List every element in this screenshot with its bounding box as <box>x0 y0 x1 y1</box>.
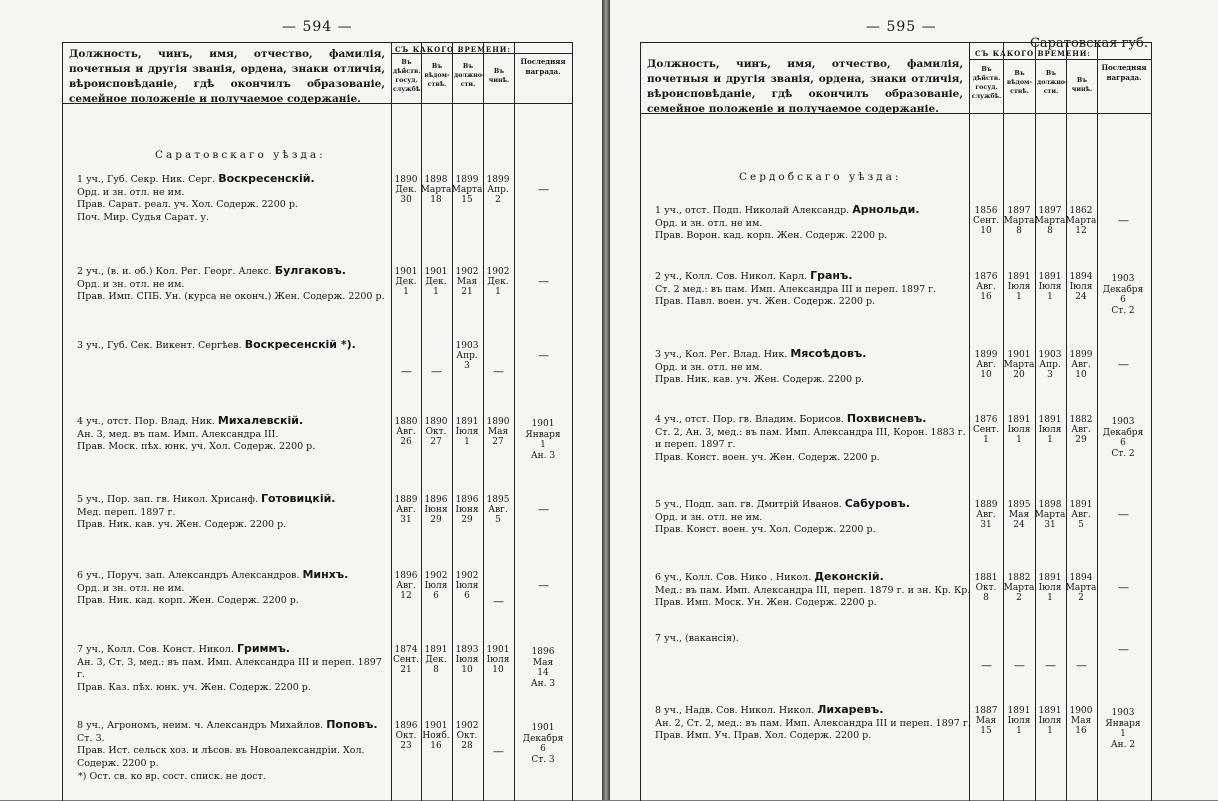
entry-detail-line: Прав. Павл. воен. уч. Жен. Содерж. 2200 р. <box>655 296 876 307</box>
award-dash: — <box>1118 214 1129 227</box>
entry-position: 4 уч., отст. Пор. Влад. Ник. <box>77 416 215 427</box>
entry-surname: Воскресенскій. <box>218 172 315 185</box>
entry-position: 5 уч., Пор. зап. гв. Никол. Хрисанф. <box>77 494 258 505</box>
header-col-department: Въ вѣдом-ствѣ. <box>1006 70 1033 95</box>
entry-title-line <box>77 643 389 657</box>
date-cell: 1891 Іюля 1 <box>1007 272 1031 302</box>
date-cell: 1896 Авг. 12 <box>394 571 418 601</box>
header-description: Должность, чинъ, имя, отчество, фамилія, почетныя и другія званія, ордена, знаки отличія, вѣроисповѣданіе, гдѣ окончилъ образованіе, семейное положеніе и получаемое содержаніе. <box>647 58 963 115</box>
entry-text <box>77 719 389 770</box>
entry-detail-line: Прав. Ист. сельск хоз. и лѣсов. въ Новоалександріи. Хол. Содерж. 2200 р. <box>77 745 365 769</box>
entry-text <box>77 265 389 304</box>
entry-detail-line: Мед.: въ пам. Имп. Александра III, переп. 1879 г. и зн. Кр. Кр. <box>655 584 971 596</box>
entry-surname: Мясоѣдовъ. <box>790 347 867 360</box>
entry-detail-line: Прав. Имп. Уч. Прав. Хол. Содерж. 2200 р. <box>655 730 872 741</box>
award-cell: 1903 Декабря 6 Ст. 2 <box>1102 274 1144 316</box>
date-cell: 1891 Дек. 8 <box>424 645 448 675</box>
date-dash: — <box>1076 659 1087 672</box>
entry-title-line <box>77 415 389 429</box>
entry-detail-line: Орд. и зн. отл. не им. <box>77 582 185 594</box>
header-since: СЪ КАКОГО ВРЕМЕНИ: <box>974 49 1092 58</box>
entry-detail-line: Прав. Конст. воен. уч. Хол. Содерж. 2200 р. <box>655 524 876 535</box>
date-cell: 1889 Авг. 31 <box>974 500 998 530</box>
entry-detail-line: Ан. 2, Ст. 2, мед.: въ пам. Имп. Александра III и переп. 1897 г. <box>655 717 971 729</box>
entry-surname: Готовицкій. <box>261 492 336 505</box>
award-cell: 1903 Декабря 6 Ст. 2 <box>1102 417 1144 459</box>
date-cell: 1890 Окт. 27 <box>424 417 448 447</box>
entry-title-line <box>655 633 975 646</box>
entry-title-line <box>655 204 975 218</box>
date-cell: 1898 Марта 31 <box>1034 500 1066 530</box>
date-cell: 1901 Дек. 1 <box>394 267 418 297</box>
entry-detail-line: Ан. 3, мед. въ пам. Имп. Александра III. <box>77 428 279 440</box>
date-dash: — <box>493 365 504 378</box>
entry-position: 8 уч., Надв. Сов. Никол. Никол. <box>655 705 815 716</box>
date-cell: 1887 Мая 15 <box>974 706 998 736</box>
entry-text <box>655 204 975 243</box>
date-cell: 1899 Апр. 2 <box>486 175 510 205</box>
entry-text <box>655 270 975 309</box>
entry-position: 2 уч., (в. и. об.) Кол. Рег. Георг. Алекс. <box>77 266 272 277</box>
entry-detail-line: Ст. 2, Ан. 3, мед.: въ пам. Имп. Александра III, Корон. 1883 г. и переп. 1897 г. <box>655 426 966 450</box>
entry-text <box>77 643 389 694</box>
book-gutter <box>602 0 610 800</box>
header-col-rank: Въ чинѣ. <box>488 68 510 84</box>
award-dash: — <box>538 503 549 516</box>
award-dash: — <box>538 183 549 196</box>
entry-surname: Деконскій. <box>814 570 884 583</box>
footnote: *) Ост. св. ко вр. сост. списк. не дост. <box>78 771 266 782</box>
header-col-service: Въ дѣйств. госуд. службѣ. <box>393 59 423 93</box>
entry-surname: Лихаревъ. <box>817 703 884 716</box>
date-cell: 1895 Мая 24 <box>1007 500 1031 530</box>
header-col-position: Въ должно-сти. <box>454 63 485 88</box>
date-cell: 1901 Дек. 1 <box>424 267 448 297</box>
date-cell: 1891 Іюля 1 <box>1038 272 1062 302</box>
date-dash: — <box>981 659 992 672</box>
entry-position: 3 уч., Кол. Рег. Влад. Ник. <box>655 349 788 360</box>
date-cell: 1903 Апр. 3 <box>1038 350 1062 380</box>
entry-text <box>77 339 389 353</box>
date-cell: 1902 Дек. 1 <box>486 267 510 297</box>
date-dash: — <box>431 365 442 378</box>
entry-detail-line: Ан. 3, Ст. 3, мед.: въ пам. Имп. Александра III и переп. 1897 г. <box>77 656 382 680</box>
entry-position: 4 уч., отст. Пор. гв. Владим. Борисов. <box>655 414 844 425</box>
entry-surname: Гриммъ. <box>236 642 290 655</box>
date-cell: 1903 Апр. 3 <box>455 341 479 371</box>
entry-title-line <box>655 348 975 362</box>
date-cell: 1897 Марта 8 <box>1034 206 1066 236</box>
date-cell: 1862 Марта 12 <box>1065 206 1097 236</box>
entry-detail-line: Поч. Мир. Судья Сарат. у. <box>77 211 209 223</box>
date-cell: 1899 Авг. 10 <box>974 350 998 380</box>
entry-detail-line: Прав. Имп. СПБ. Ун. (курса не оконч.) Жен. Содерж. 2200 р. <box>77 291 385 302</box>
date-dash: — <box>493 595 504 608</box>
entry-position: 6 уч., Поруч. зап. Александръ Александров. <box>77 570 300 581</box>
award-dash: — <box>1118 508 1129 521</box>
date-dash: — <box>401 365 412 378</box>
award-cell: 1903 Января 1 Ан. 2 <box>1105 708 1141 750</box>
entry-position: 7 уч., (вакансія). <box>655 633 739 644</box>
entry-surname: Сабуровъ. <box>844 497 910 510</box>
entry-detail-line: Орд. и зн. отл. не им. <box>655 511 763 523</box>
header-award: Последняя награда. <box>1101 63 1147 82</box>
date-cell: 1876 Авг. 16 <box>974 272 998 302</box>
date-cell: 1891 Іюля 1 <box>455 417 479 447</box>
award-dash: — <box>1118 581 1129 594</box>
entry-text <box>77 569 389 608</box>
date-dash: — <box>1014 659 1025 672</box>
register-table <box>62 42 573 801</box>
date-cell: 1891 Іюля 1 <box>1038 415 1062 445</box>
entry-surname: Воскресенскій *). <box>244 338 356 351</box>
date-cell: 1894 Іюля 24 <box>1069 272 1093 302</box>
award-dash: — <box>538 579 549 592</box>
header-since: СЪ КАКОГО ВРЕМЕНИ: <box>394 45 512 54</box>
entry-position: 5 уч., Подп. зап. гв. Дмитрій Иванов. <box>655 499 842 510</box>
left-page <box>0 0 602 800</box>
date-cell: 1902 Мая 21 <box>455 267 479 297</box>
date-cell: 1882 Авг. 29 <box>1069 415 1093 445</box>
award-cell: 1901 Января 1 Ан. 3 <box>525 419 561 461</box>
date-dash: — <box>493 745 504 758</box>
district-title: Саратовскаго уѣзда: <box>155 149 326 161</box>
award-dash: — <box>538 275 549 288</box>
entry-detail-line: Прав. Конст. воен. уч. Жен. Содерж. 2200 р. <box>655 451 880 463</box>
date-cell: 1891 Іюля 1 <box>1038 573 1062 603</box>
entry-position: 2 уч., Колл. Сов. Никол. Карл. <box>655 271 808 282</box>
entry-surname: Гранъ. <box>810 269 853 282</box>
entry-detail-line: Орд. и зн. отл. не им. <box>655 361 763 373</box>
date-cell: 1890 Мая 27 <box>486 417 510 447</box>
date-cell: 1882 Марта 2 <box>1003 573 1035 603</box>
right-page <box>610 0 1218 800</box>
date-cell: 1901 Марта 20 <box>1003 350 1035 380</box>
entry-detail-line: Прав. Ворон. кад. корп. Жен. Содерж. 2200 р. <box>655 230 888 241</box>
entry-detail-line: Орд. и зн. отл. не им. <box>77 186 185 198</box>
entry-detail-line: Ст. 2 мед.: въ пам. Имп. Александра III и переп. 1897 г. <box>655 283 937 295</box>
date-cell: 1902 Іюля 6 <box>424 571 448 601</box>
date-cell: 1898 Марта 18 <box>420 175 452 205</box>
header-col-rank: Въ чинѣ. <box>1071 77 1093 93</box>
award-dash: — <box>1118 643 1129 656</box>
header-col-department: Въ вѣдом-ствѣ. <box>424 63 450 88</box>
date-cell: 1880 Авг. 26 <box>394 417 418 447</box>
entry-title-line <box>77 569 389 583</box>
entry-detail-line: Прав. Ник. кав. уч. Жен. Содерж. 2200 р. <box>655 374 865 385</box>
entry-detail-line: Ст. 3. <box>77 732 105 744</box>
date-cell: 1889 Авг. 31 <box>394 495 418 525</box>
entry-position: 7 уч., Колл. Сов. Конст. Никол. <box>77 644 234 655</box>
entry-surname: Булгаковъ. <box>274 264 346 277</box>
entry-title-line <box>77 719 389 733</box>
date-cell: 1899 Марта 15 <box>451 175 483 205</box>
date-cell: 1893 Іюля 10 <box>455 645 479 675</box>
page-number: — 595 — <box>866 19 937 35</box>
entry-title-line <box>655 270 975 284</box>
date-dash: — <box>1045 659 1056 672</box>
district-title: Сердобскаго уѣзда: <box>739 171 902 183</box>
entry-position: 8 уч., Агрономъ, неим. ч. Александръ Михайлов. <box>77 720 324 731</box>
entry-position: 1 уч., отст. Подп. Николай Александр. <box>655 205 850 216</box>
date-cell: 1891 Іюля 1 <box>1007 415 1031 445</box>
entry-title-line <box>77 339 389 353</box>
entry-surname: Михалевскій. <box>217 414 304 427</box>
award-cell: 1896 Мая 14 Ан. 3 <box>530 647 556 689</box>
entry-position: 3 уч., Губ. Сек. Викент. Сергѣев. <box>77 340 242 351</box>
date-cell: 1890 Дек. 30 <box>394 175 418 205</box>
date-cell: 1902 Окт. 28 <box>455 721 479 751</box>
entry-text <box>655 571 975 610</box>
date-cell: 1891 Іюля 1 <box>1007 706 1031 736</box>
entry-detail-line: Прав. Имп. Моск. Ун. Жен. Содерж. 2200 р. <box>655 597 877 608</box>
date-cell: 1856 Сент. 10 <box>972 206 1000 236</box>
entry-text <box>77 493 389 532</box>
entry-detail-line: Мед. переп. 1897 г. <box>77 506 176 518</box>
entry-text <box>655 413 975 464</box>
entry-surname: Минхъ. <box>302 568 349 581</box>
date-cell: 1896 Іюня 29 <box>424 495 448 525</box>
entry-title-line <box>77 173 389 187</box>
entry-text <box>655 498 975 537</box>
date-cell: 1891 Авг. 5 <box>1069 500 1093 530</box>
date-cell: 1900 Мая 16 <box>1069 706 1093 736</box>
entry-surname: Поповъ. <box>326 718 378 731</box>
entry-text <box>77 415 389 454</box>
date-cell: 1876 Сент. 1 <box>972 415 1000 445</box>
header-col-service: Въ дѣйств. госуд. службѣ. <box>971 66 1002 100</box>
header-description: Должность, чинъ, имя, отчество, фамилія, почетныя и другія званія, ордена, знаки отличія, вѣроисповѣданіе, гдѣ окончилъ образованіе, семейное положеніе и получаемое содержаніе. <box>69 48 385 105</box>
date-cell: 1874 Сент. 21 <box>392 645 420 675</box>
entry-title-line <box>655 704 975 718</box>
entry-text <box>77 173 389 224</box>
entry-position: 6 уч., Колл. Сов. Нико . Никол. <box>655 572 812 583</box>
entry-detail-line: Прав. Сарат. реал. уч. Хол. Содерж. 2200 р. <box>77 199 298 210</box>
date-cell: 1881 Окт. 8 <box>974 573 998 603</box>
entry-detail-line: Прав. Ник. кад. корп. Жен. Содерж. 2200 р. <box>77 595 299 606</box>
entry-text <box>655 633 975 646</box>
date-cell: 1901 Іюля 10 <box>486 645 510 675</box>
award-cell: 1901 Декабря 6 Ст. 3 <box>522 723 564 765</box>
entry-detail-line: Прав. Каз. пѣх. юнк. уч. Жен. Содерж. 2200 р. <box>77 681 311 693</box>
page-number: — 594 — <box>282 19 353 35</box>
entry-detail-line: Прав. Ник. кав. уч. Жен. Содерж. 2200 р. <box>77 519 287 530</box>
since-divider <box>969 59 1151 60</box>
date-cell: 1902 Іюля 6 <box>455 571 479 601</box>
date-cell: 1897 Марта 8 <box>1003 206 1035 236</box>
register-table <box>640 42 1152 801</box>
date-cell: 1896 Іюня 29 <box>455 495 479 525</box>
date-cell: 1899 Авг. 10 <box>1069 350 1093 380</box>
award-dash: — <box>1118 358 1129 371</box>
header-award: Последняя награда. <box>520 57 566 76</box>
award-dash: — <box>538 349 549 362</box>
date-cell: 1896 Окт. 23 <box>394 721 418 751</box>
entry-title-line <box>655 498 975 512</box>
header-col-position: Въ должно-сти. <box>1037 70 1068 95</box>
entry-title-line <box>655 413 975 427</box>
column-rule <box>514 43 515 801</box>
date-cell: 1891 Іюля 1 <box>1038 706 1062 736</box>
entry-surname: Арнольди. <box>852 203 920 216</box>
entry-surname: Похвисневъ. <box>846 412 927 425</box>
entry-position: 1 уч., Губ. Секр. Ник. Серг. <box>77 174 216 185</box>
date-cell: 1894 Марта 2 <box>1065 573 1097 603</box>
province-title: Саратовская губ. <box>1029 36 1148 51</box>
entry-detail-line: Орд. и зн. отл. не им. <box>655 217 763 229</box>
entry-title-line <box>655 571 975 585</box>
date-cell: 1895 Авг. 5 <box>486 495 510 525</box>
entry-title-line <box>77 493 389 507</box>
entry-text <box>655 348 975 387</box>
entry-title-line <box>77 265 389 279</box>
entry-detail-line: Прав. Моск. пѣх. юнк. уч. Хол. Содерж. 2200 р. <box>77 441 316 452</box>
entry-detail-line: Орд. и зн. отл. не им. <box>77 278 185 290</box>
entry-text <box>655 704 975 743</box>
date-cell: 1901 Нояб. 16 <box>422 721 450 751</box>
